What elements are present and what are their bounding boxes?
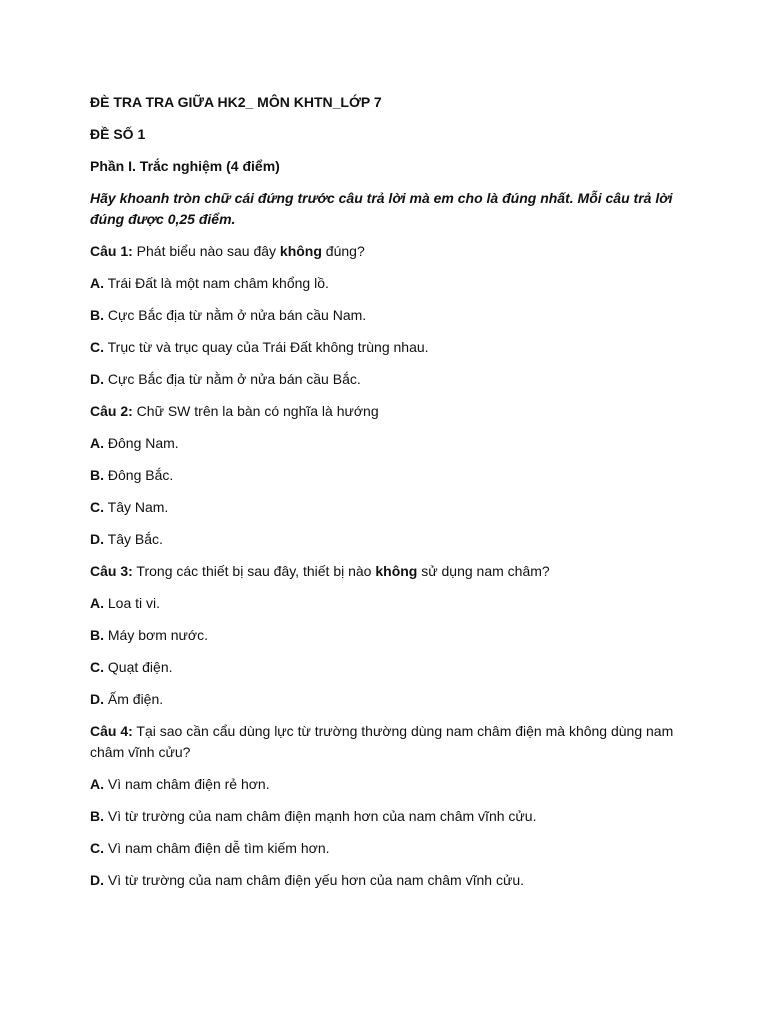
option-b — [90, 465, 690, 486]
option-letter: B. — [90, 307, 104, 323]
option-text: Cực Bắc địa từ nằm ở nửa bán cầu Nam. — [104, 307, 367, 323]
option-letter: A. — [90, 435, 104, 451]
option-text: Tây Bắc. — [104, 531, 163, 547]
option-text: Quạt điện. — [104, 659, 173, 675]
option-text: Vì từ trường của nam châm điện yếu hơn của nam châm vĩnh cửu. — [104, 872, 525, 888]
question-text-after: sử dụng nam châm? — [417, 563, 550, 579]
option-c — [90, 497, 690, 518]
option-text: Ấm điện. — [104, 691, 164, 707]
option-text: Máy bơm nước. — [104, 627, 208, 643]
option-letter: D. — [90, 371, 104, 387]
option-c — [90, 838, 690, 859]
option-b — [90, 625, 690, 646]
option-text: Cực Bắc địa từ nằm ở nửa bán cầu Bắc. — [104, 371, 361, 387]
option-d — [90, 529, 690, 550]
question-text: Chữ SW trên la bàn có nghĩa là hướng — [132, 403, 379, 419]
document-page — [90, 92, 690, 902]
question-text: Phát biểu nào sau đây — [132, 243, 280, 259]
question-emphasis: không — [375, 563, 418, 579]
option-letter: D. — [90, 691, 104, 707]
option-c — [90, 657, 690, 678]
question-label: Câu 2: — [90, 403, 133, 419]
option-text: Vì từ trường của nam châm điện mạnh hơn của nam châm vĩnh cửu. — [104, 808, 537, 824]
option-letter: B. — [90, 808, 104, 824]
option-b — [90, 305, 690, 326]
option-a — [90, 593, 690, 614]
option-d — [90, 870, 690, 891]
option-text: Vì nam châm điện rẻ hơn. — [104, 776, 270, 792]
option-d — [90, 369, 690, 390]
question-2 — [90, 401, 690, 422]
option-letter: A. — [90, 275, 104, 291]
option-letter: B. — [90, 627, 104, 643]
question-label: Câu 3: — [90, 563, 133, 579]
option-letter: A. — [90, 776, 104, 792]
document-title: ĐÈ TRA TRA GIỮA HK2_ MÔN KHTN_LỚP 7 — [90, 94, 382, 110]
option-letter: B. — [90, 467, 104, 483]
option-a — [90, 433, 690, 454]
option-text: Đông Nam. — [104, 435, 179, 451]
question-4 — [90, 721, 690, 763]
question-3 — [90, 561, 690, 582]
question-emphasis: không — [279, 243, 322, 259]
option-letter: D. — [90, 872, 104, 888]
option-text: Loa ti vi. — [104, 595, 161, 611]
question-text: Tại sao cần cẩu dùng lực từ trường thường dùng nam châm điện mà không dùng nam châm vĩnh cửu? — [90, 723, 674, 760]
instruction-text: Hãy khoanh tròn chữ cái đứng trước câu trả lời mà em cho là đúng nhất. Mỗi câu trả lời đúng được 0,25 điểm. — [90, 190, 673, 227]
question-label: Câu 4: — [90, 723, 133, 739]
option-d — [90, 689, 690, 710]
option-letter: D. — [90, 531, 104, 547]
option-b — [90, 806, 690, 827]
option-text: Đông Bắc. — [104, 467, 174, 483]
option-text: Tây Nam. — [104, 499, 169, 515]
question-1 — [90, 241, 690, 262]
exam-number: ĐỀ SỐ 1 — [90, 126, 146, 142]
option-text: Trục từ và trục quay của Trái Đất không trùng nhau. — [104, 339, 429, 355]
question-text: Trong các thiết bị sau đây, thiết bị nào — [132, 563, 376, 579]
option-letter: C. — [90, 499, 104, 515]
section-heading: Phần I. Trắc nghiệm (4 điểm) — [90, 158, 280, 174]
question-label: Câu 1: — [90, 243, 133, 259]
option-letter: C. — [90, 339, 104, 355]
option-text: Trái Đất là một nam châm khổng lồ. — [104, 275, 329, 291]
option-a — [90, 774, 690, 795]
option-c — [90, 337, 690, 358]
option-a — [90, 273, 690, 294]
option-letter: C. — [90, 659, 104, 675]
option-letter: C. — [90, 840, 104, 856]
question-text-after: đúng? — [321, 243, 365, 259]
option-text: Vì nam châm điện dễ tìm kiếm hơn. — [104, 840, 330, 856]
option-letter: A. — [90, 595, 104, 611]
